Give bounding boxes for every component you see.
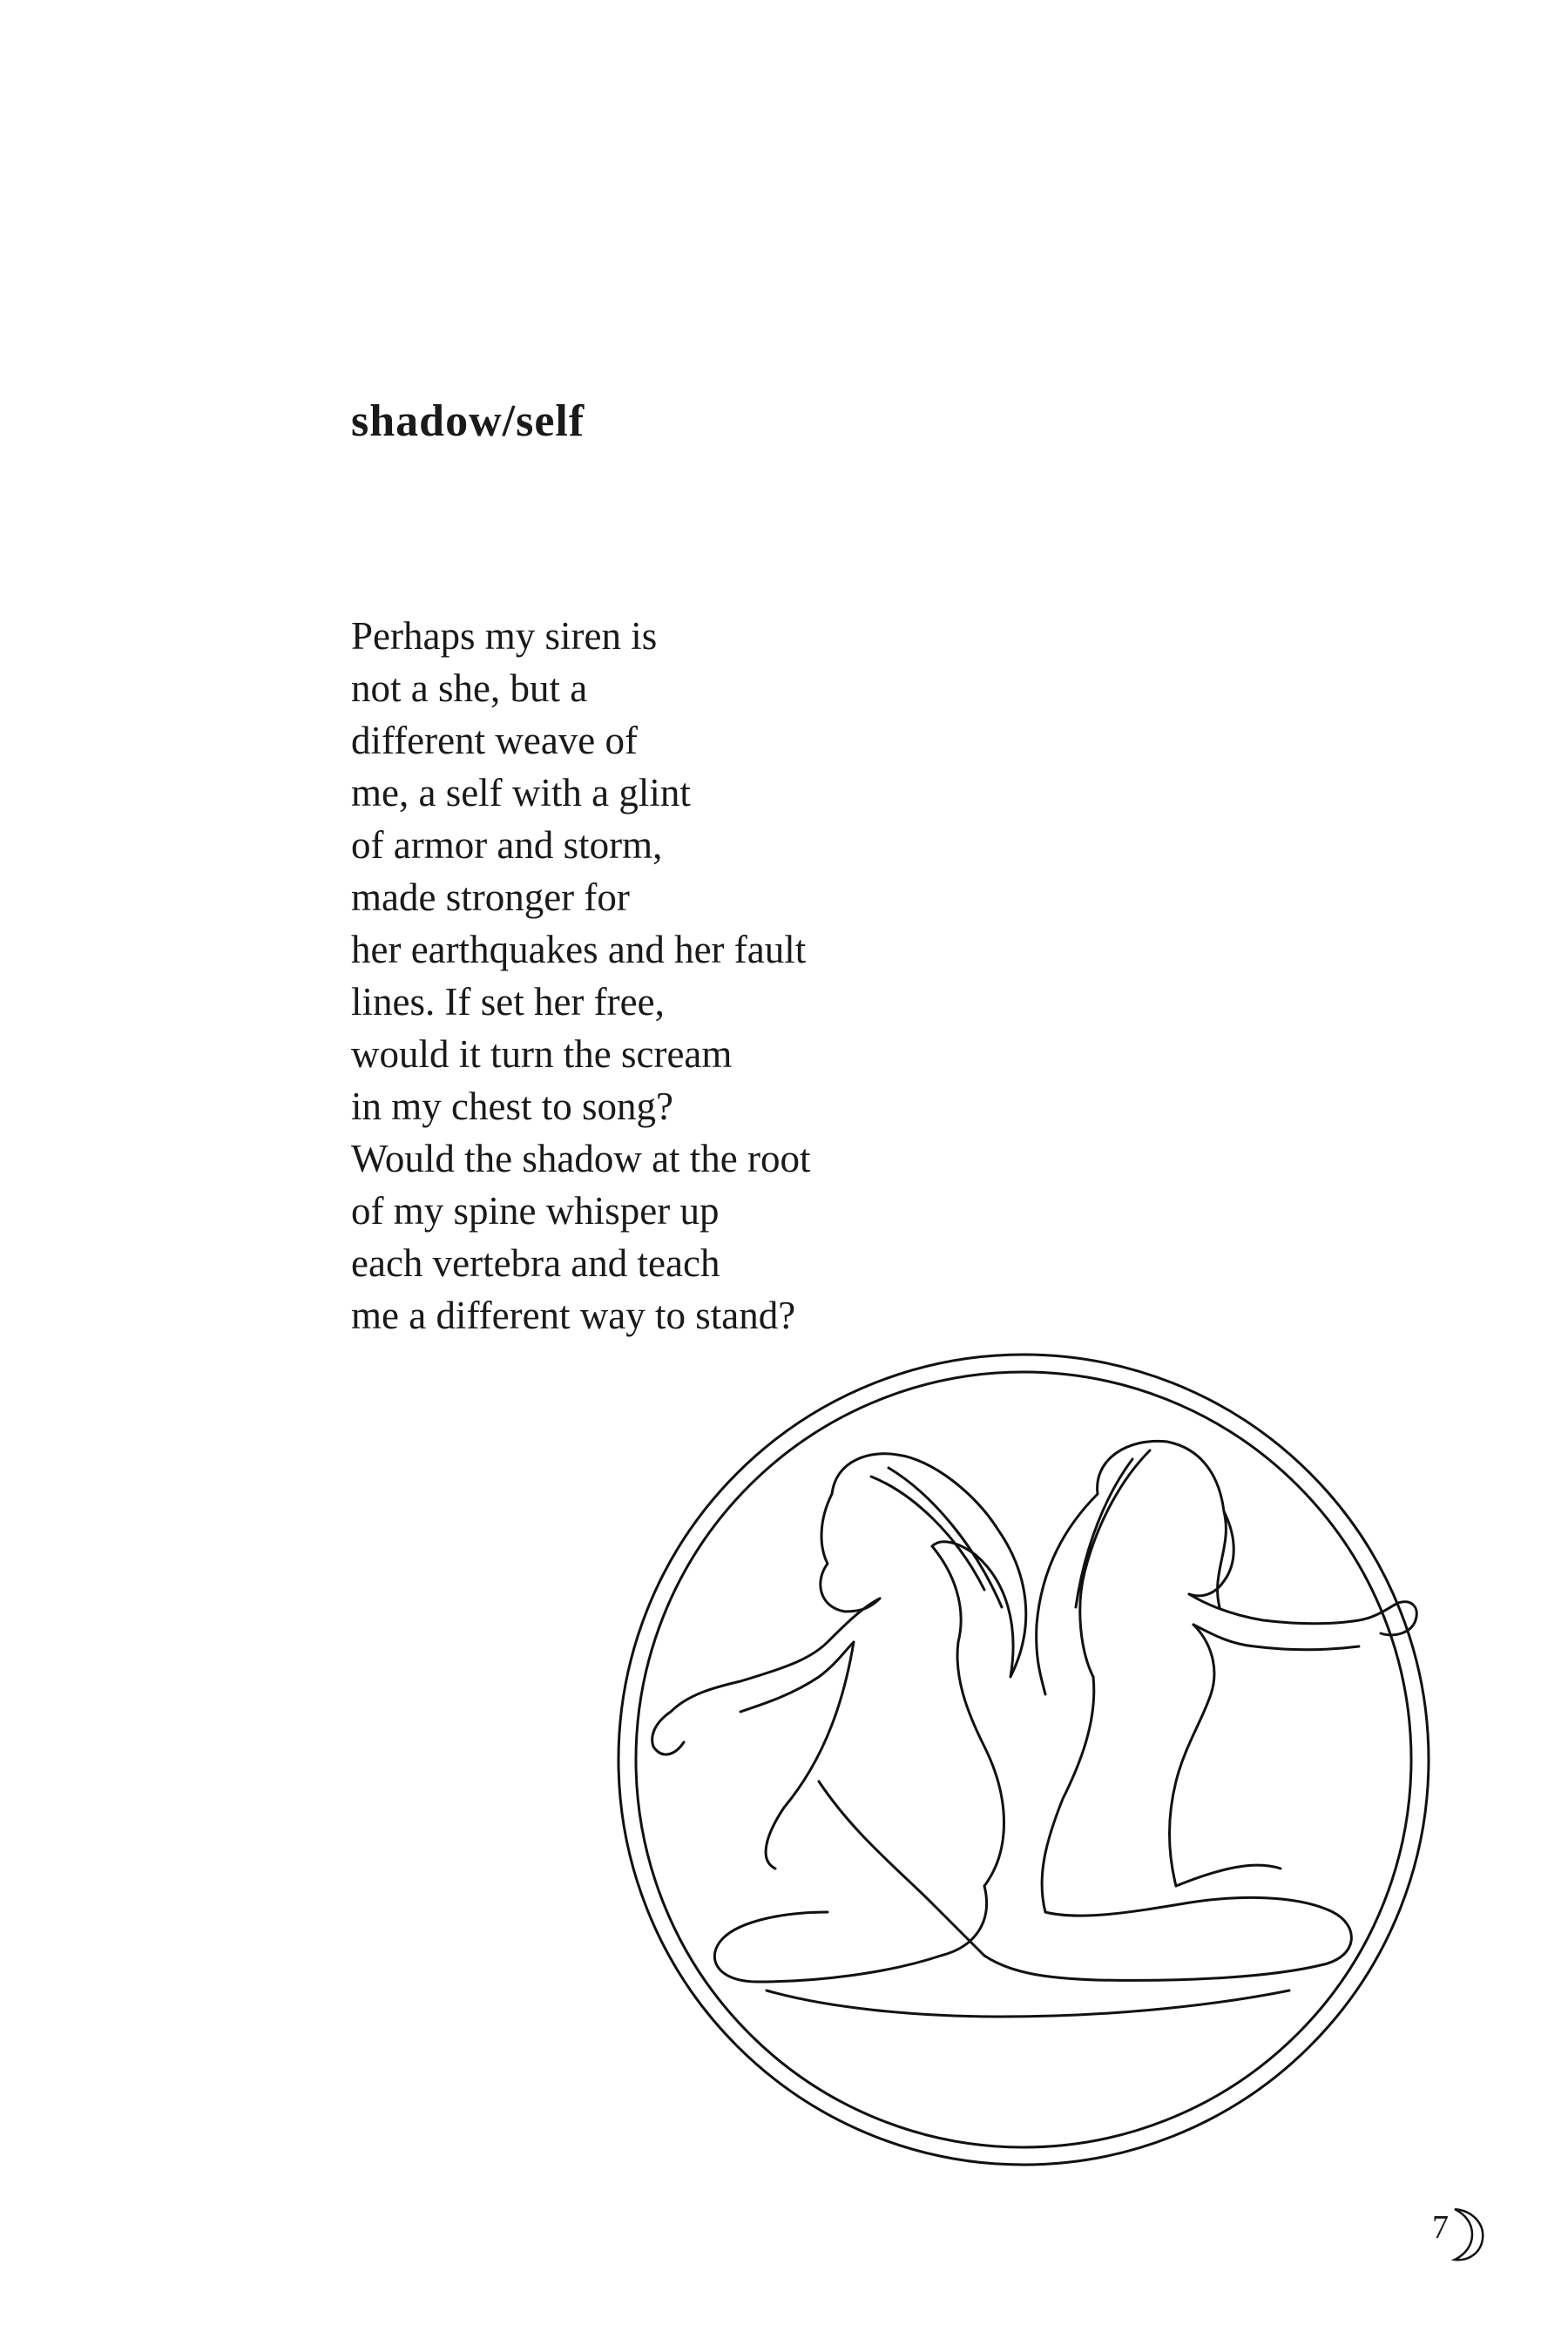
right-figure-back — [1042, 1677, 1094, 1912]
page-number-label: 7 — [1432, 2209, 1449, 2246]
poem-line: in my chest to song? — [351, 1085, 673, 1128]
right-figure-arm — [1189, 1594, 1416, 1650]
poem-line: each vertebra and teach — [351, 1241, 720, 1285]
left-figure-hair — [832, 1454, 1026, 1677]
poem-line: me a different way to stand? — [351, 1294, 796, 1337]
poem-line: made stronger for — [351, 875, 630, 919]
poem-line: me, a self with a glint — [351, 771, 691, 814]
poem-line: her earthquakes and her fault — [351, 928, 807, 971]
right-figure-hair — [1037, 1441, 1227, 1694]
outer-ring — [618, 1355, 1429, 2165]
poem-line: lines. If set her free, — [351, 980, 665, 1024]
page-number — [1429, 2204, 1490, 2265]
poem-line: of armor and storm, — [351, 823, 663, 867]
right-figure-body — [1170, 1625, 1214, 1886]
left-figure-back — [932, 1546, 1004, 1886]
poem-line: not a she, but a — [351, 666, 588, 710]
ground-line — [767, 1990, 1289, 2017]
two-seated-women-back-to-back-in-circle-icon — [610, 1346, 1481, 2200]
poem-line: of my spine whisper up — [351, 1189, 720, 1233]
right-figure-legs — [984, 1865, 1351, 1980]
left-figure-head — [821, 1494, 880, 1612]
poem-line: different weave of — [351, 719, 638, 762]
poem-line: Perhaps my siren is — [351, 614, 658, 658]
poem-line: would it turn the scream — [351, 1032, 733, 1076]
poem-body — [351, 610, 811, 1342]
inner-ring — [636, 1372, 1411, 2147]
poem-line: Would the shadow at the root — [351, 1137, 811, 1180]
poem-title: shadow/self — [351, 396, 585, 446]
left-figure-legs — [714, 1642, 986, 1982]
